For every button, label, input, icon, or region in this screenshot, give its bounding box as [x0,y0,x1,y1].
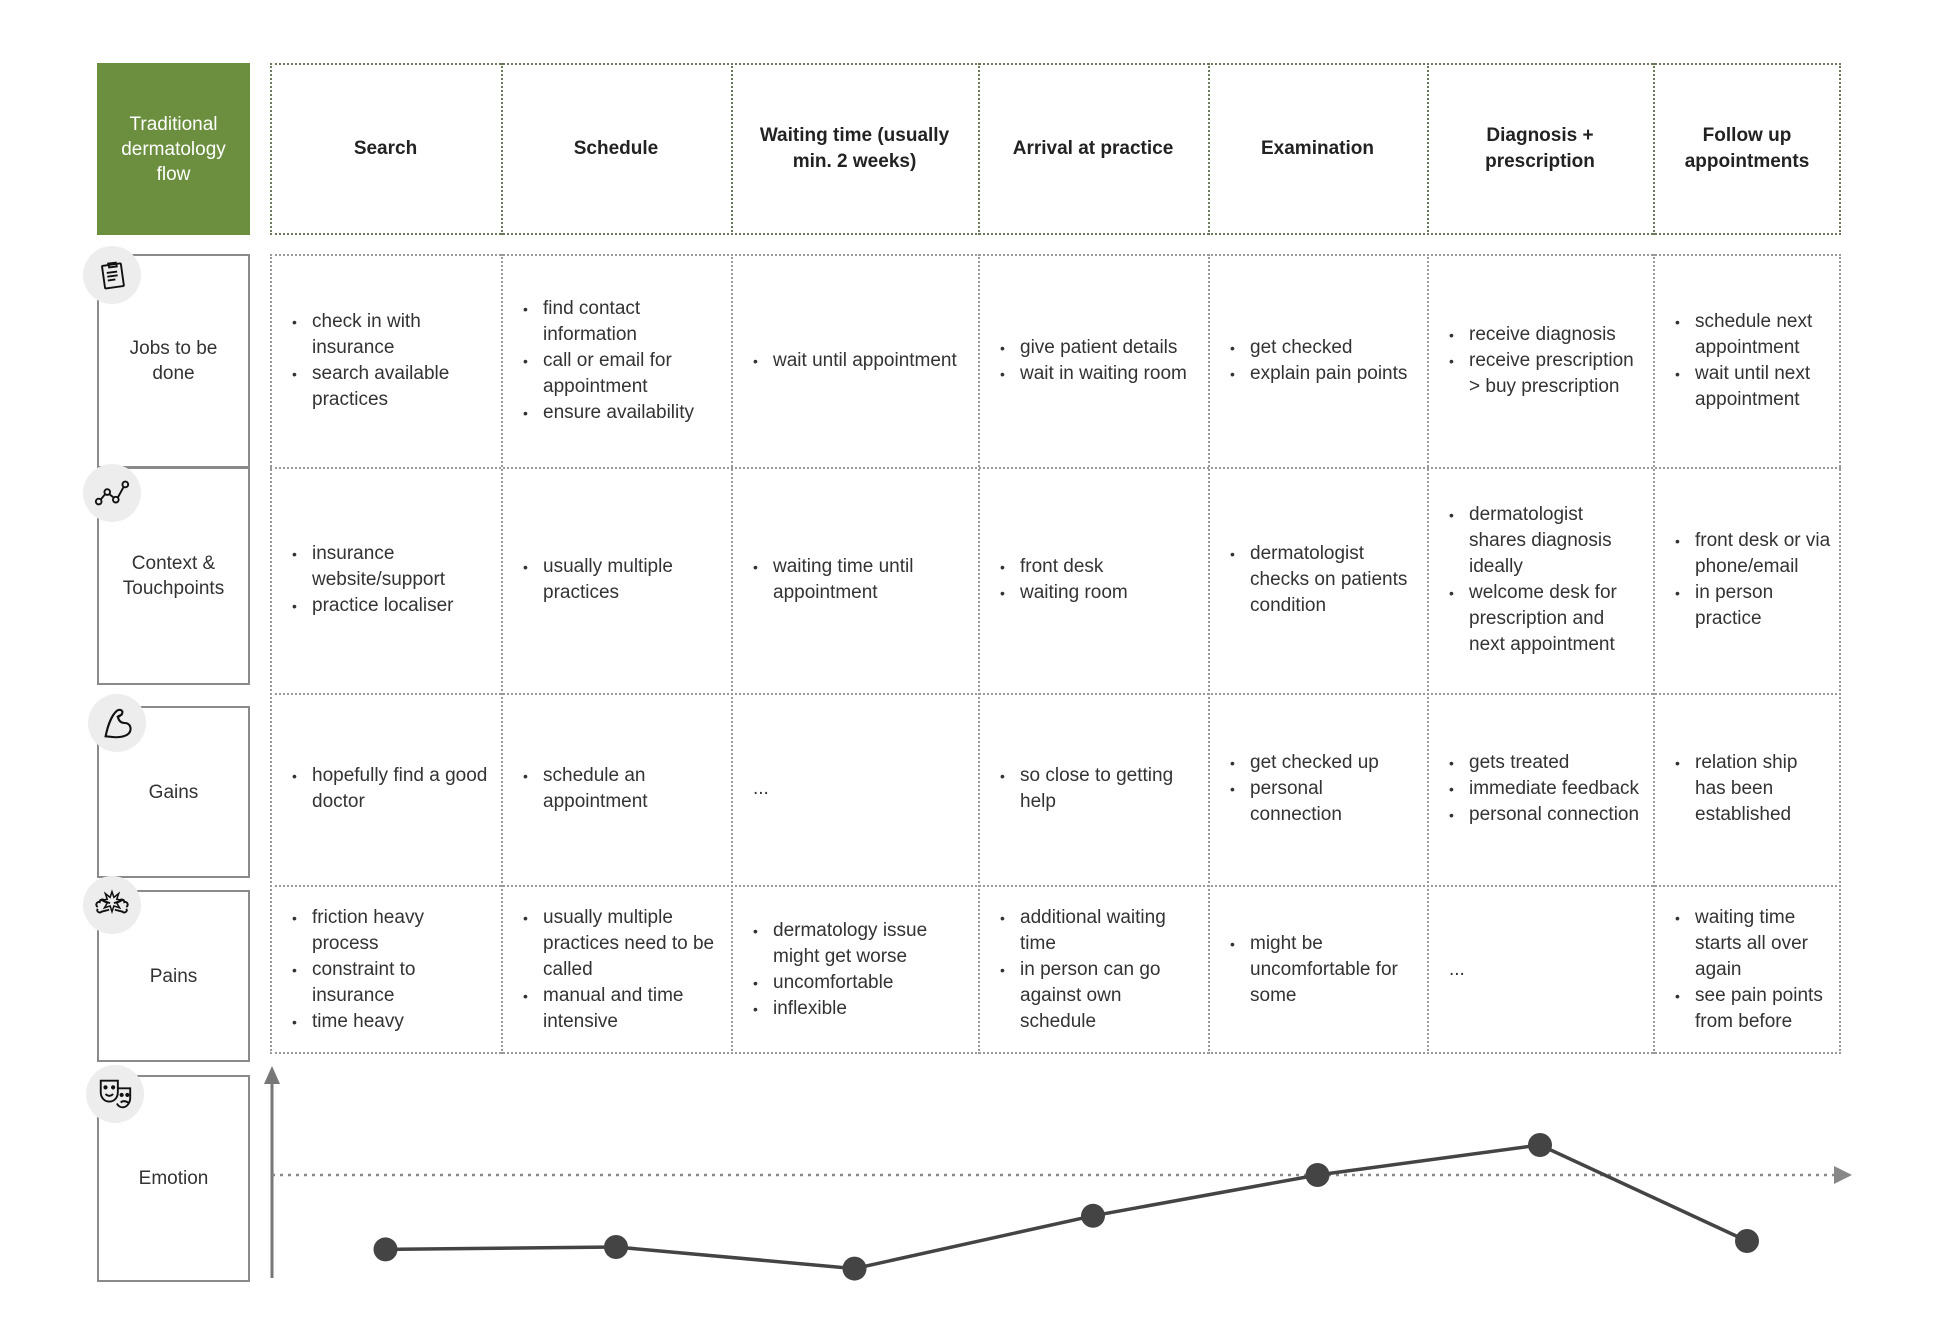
emotion-point [1528,1133,1552,1157]
column-header: Search [353,138,418,159]
emotion-point [604,1235,628,1259]
column-header: Schedule [573,138,659,159]
row-label: Gains [97,706,250,878]
cell-text: ... [753,778,769,799]
list-item: • schedule next appointment [1695,309,1831,361]
list-item: • dermatology issue might get worse [773,918,968,970]
column-header: Arrival at practice [1012,138,1174,159]
emotion-line [386,1145,1748,1269]
row-label: Pains [97,890,250,1062]
cell-text: ... [1449,958,1465,980]
emotion-point [374,1237,398,1261]
list-item: • constraint to insurance [312,957,491,1009]
list-item: • relation ship has been established [1695,750,1831,828]
emotion-point [1081,1204,1105,1228]
list-item: • wait in waiting room [1020,361,1187,387]
list-item: • ensure availability [543,400,721,426]
list-item: • dermatologist checks on patients condition [1250,541,1417,619]
list-item: • front desk or via phone/email [1695,528,1831,580]
list-item: • hopefully find a good doctor [312,763,491,815]
list-item: • find contact information [543,296,721,348]
list-item: • see pain points from before [1695,983,1831,1035]
row-label: Jobs to be done [97,254,250,468]
list-item: • get checked up [1250,750,1417,776]
list-item: • usually multiple practices [543,554,721,606]
list-item: • wait until next appointment [1695,361,1831,413]
list-item: • front desk [1020,554,1128,580]
list-item: • time heavy [312,1009,491,1035]
list-item: • search available practices [312,361,491,413]
row-label: Context & Touchpoints [97,467,250,685]
list-item: • waiting time starts all over again [1695,905,1831,983]
list-item: • so close to getting help [1020,763,1198,815]
list-item: • usually multiple practices need to be called [543,905,721,983]
list-item: • friction heavy process [312,905,491,957]
column-header: Waiting time (usually min. 2 weeks) [759,125,950,172]
y-axis-arrow [264,1066,280,1084]
list-item: • waiting room [1020,580,1128,606]
row-label: Emotion [97,1075,250,1282]
list-item: • get checked [1250,335,1407,361]
list-item: • manual and time intensive [543,983,721,1035]
list-item: • personal connection [1469,802,1639,828]
list-item: • inflexible [773,996,968,1022]
list-item: • practice localiser [312,593,491,619]
list-item: • in person can go against own schedule [1020,957,1198,1035]
list-item: • waiting time until appointment [773,554,968,606]
list-item: • gets treated [1469,750,1639,776]
baseline-arrow [1834,1166,1852,1184]
list-item: • call or email for appointment [543,348,721,400]
list-item: • dermatologist shares diagnosis ideally [1469,502,1643,580]
list-item: • immediate feedback [1469,776,1639,802]
emotion-point [1306,1163,1330,1187]
list-item: • welcome desk for prescription and next appointment [1469,580,1643,658]
emotion-point [1735,1229,1759,1253]
list-item: • wait until appointment [773,348,957,374]
list-item: • might be uncomfortable for some [1250,931,1417,1009]
list-item: • in person practice [1695,580,1831,632]
column-header: Examination [1261,138,1374,159]
list-item: • uncomfortable [773,970,968,996]
list-item: • explain pain points [1250,361,1407,387]
list-item: • give patient details [1020,335,1187,361]
list-item: • check in with insurance [312,309,491,361]
list-item: • personal connection [1250,776,1417,828]
list-item: • schedule an appointment [543,763,721,815]
list-item: • additional waiting time [1020,905,1198,957]
column-header: Follow up appointments [1684,125,1810,172]
list-item: • insurance website/support [312,541,491,593]
list-item: • receive prescription > buy prescription [1469,348,1643,400]
column-header: Diagnosis + prescription [1485,125,1595,172]
emotion-point [843,1257,867,1281]
list-item: • receive diagnosis [1469,322,1643,348]
map-title: Traditional dermatology flow [97,63,250,235]
